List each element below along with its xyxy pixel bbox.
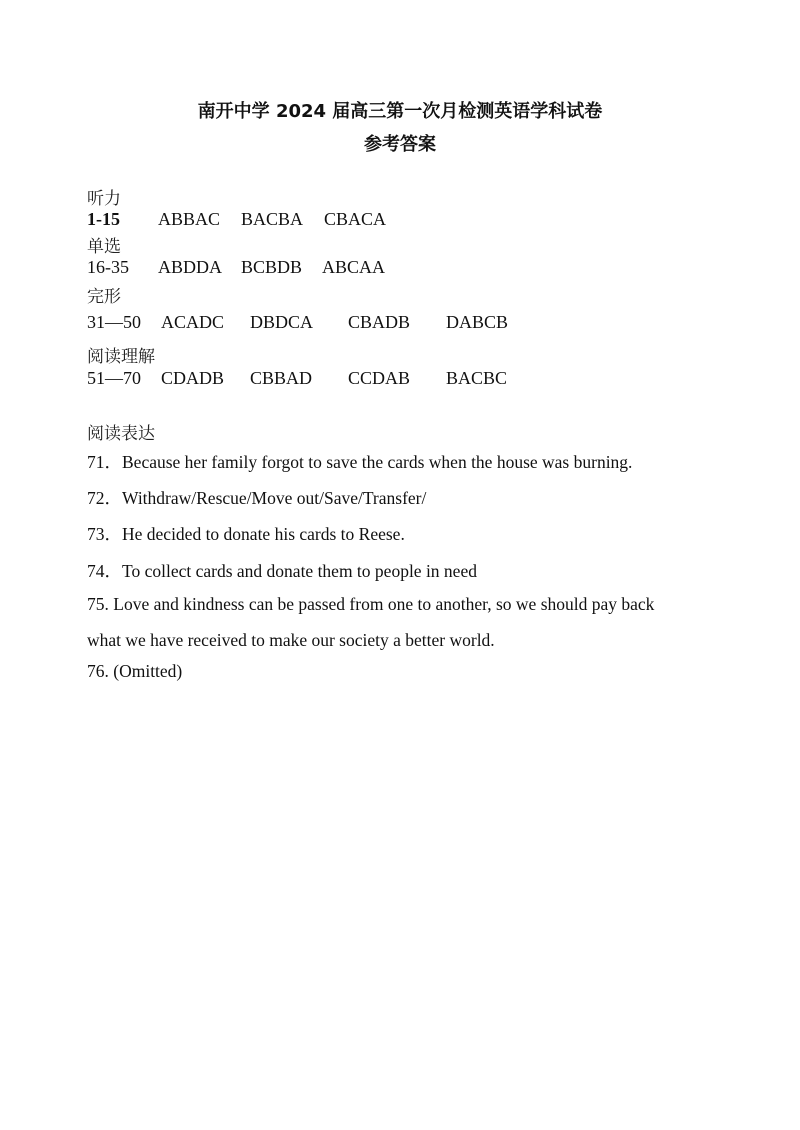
section-label-reading: 阅读理解 <box>87 347 155 367</box>
answer-72: 72．Withdraw/Rescue/Move out/Save/Transfer/ <box>87 488 427 508</box>
section-label-cloze: 完形 <box>87 287 121 307</box>
answer-group: ACADC <box>161 312 225 332</box>
answer-group: ABDDA <box>158 257 223 277</box>
answer-group: CCDAB <box>348 368 411 388</box>
answer-71: 71．Because her family forgot to save the cards when the house was burning. <box>87 452 633 472</box>
answer-group: CBADB <box>348 312 411 332</box>
answer-group: BCBDB <box>241 257 303 277</box>
section-label-single-choice: 单选 <box>87 237 121 257</box>
section-label-listening: 听力 <box>87 189 121 209</box>
answer-75-continued: what we have received to make our society a better world. <box>87 630 495 650</box>
answer-range: 1-15 <box>87 209 120 229</box>
answer-group: BACBC <box>446 368 508 388</box>
answer-group: CBACA <box>324 209 387 229</box>
section-label-reading-expression: 阅读表达 <box>87 424 155 444</box>
answer-group: CBBAD <box>250 368 313 388</box>
answer-73: 73．He decided to donate his cards to Reese. <box>87 524 405 544</box>
answer-group: ABCAA <box>322 257 386 277</box>
answer-group: BACBA <box>241 209 304 229</box>
answer-group: DABCB <box>446 312 509 332</box>
answer-group: DBDCA <box>250 312 314 332</box>
answer-group: ABBAC <box>158 209 221 229</box>
answer-75: 75. Love and kindness can be passed from one to another, so we should pay back <box>87 594 655 614</box>
answer-range: 31—50 <box>87 312 141 332</box>
answer-74: 74．To collect cards and donate them to people in need <box>87 561 477 581</box>
answer-group: CDADB <box>161 368 225 388</box>
answer-range: 51—70 <box>87 368 141 388</box>
answer-range: 16-35 <box>87 257 129 277</box>
page-subtitle: 参考答案 <box>364 134 436 155</box>
answer-76: 76. (Omitted) <box>87 661 183 681</box>
page-title: 南开中学 2024 届高三第一次月检测英语学科试卷 <box>197 101 603 122</box>
